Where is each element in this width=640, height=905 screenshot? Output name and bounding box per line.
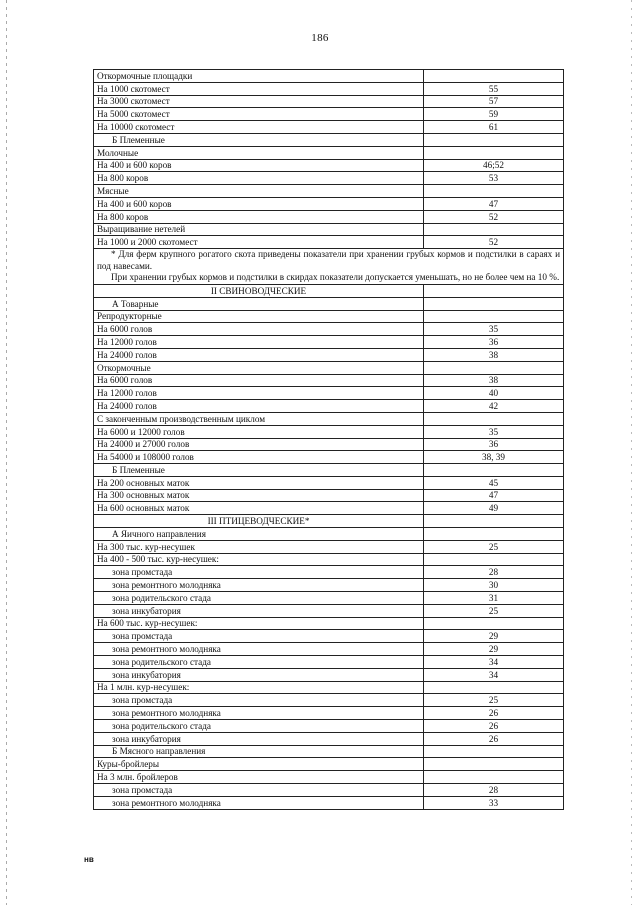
row-value: [424, 310, 564, 323]
table-row: [94, 336, 564, 349]
section-heading-row: [94, 284, 564, 297]
row-label: На 24000 голов: [94, 348, 424, 361]
table-row: [94, 476, 564, 489]
table-row: [94, 643, 564, 656]
row-label: На 800 коров: [94, 210, 424, 223]
row-value: [424, 70, 564, 83]
table-row: [94, 425, 564, 438]
table-row: [94, 707, 564, 720]
footer-mark: нв: [84, 855, 94, 864]
row-value: [424, 412, 564, 425]
norms-table: [93, 69, 564, 810]
section-heading-row: [94, 515, 564, 528]
row-value: 35: [424, 323, 564, 336]
row-value: 31: [424, 592, 564, 605]
row-value: 34: [424, 668, 564, 681]
row-label: зона промстада: [94, 566, 424, 579]
row-label: На 6000 и 12000 голов: [94, 425, 424, 438]
row-value: 35: [424, 425, 564, 438]
row-value: [424, 133, 564, 146]
row-value: [424, 745, 564, 758]
row-value: 40: [424, 387, 564, 400]
subgroup-label: А Товарные: [94, 297, 424, 310]
row-value: 34: [424, 656, 564, 669]
row-label: На 600 тыс. кур-несушек:: [94, 617, 424, 630]
row-value: 38: [424, 348, 564, 361]
row-label: зона промстада: [94, 630, 424, 643]
row-value: 57: [424, 95, 564, 108]
table-row: [94, 681, 564, 694]
table-row: [94, 451, 564, 464]
scan-edge-left: [6, 0, 7, 905]
table-row: [94, 297, 564, 310]
table-row: [94, 553, 564, 566]
table-row: [94, 489, 564, 502]
row-label: Откормочные: [94, 361, 424, 374]
row-value: [424, 361, 564, 374]
row-label: зона ремонтного молодняка: [94, 707, 424, 720]
row-value: [424, 185, 564, 198]
row-value: [424, 146, 564, 159]
row-label: На 400 и 600 коров: [94, 159, 424, 172]
row-value: [424, 528, 564, 541]
footnote-cell: [94, 249, 564, 285]
row-value: 25: [424, 604, 564, 617]
norms-table-body: [94, 70, 564, 810]
row-label: Репродукторные: [94, 310, 424, 323]
row-value: [424, 464, 564, 477]
row-value: [424, 223, 564, 236]
table-row: [94, 210, 564, 223]
table-row: [94, 133, 564, 146]
row-value: 36: [424, 438, 564, 451]
row-label: На 600 основных маток: [94, 502, 424, 515]
footnote-paragraph: При хранении грубых кормов и подстилки в скирдах показатели допускается уменьшать, но не более чем на 10 %.: [111, 272, 560, 283]
row-value: 38, 39: [424, 451, 564, 464]
page-number: 186: [311, 32, 329, 44]
row-label: Выращивание нетелей: [94, 223, 424, 236]
table-row: [94, 796, 564, 809]
subgroup-label: А Яичного направления: [94, 528, 424, 541]
table-row: [94, 592, 564, 605]
table-row: [94, 694, 564, 707]
footnote-paragraph: * Для ферм крупного рогатого скота приведены показатели при хранении грубых кормов и подстилки в сараях и под навесами.: [97, 249, 560, 271]
empty-value-cell: [424, 284, 564, 297]
table-row: [94, 400, 564, 413]
table-row: [94, 146, 564, 159]
row-label: Куры-бройлеры: [94, 758, 424, 771]
row-label: зона родительского стада: [94, 592, 424, 605]
row-label: На 1 млн. кур-несушек:: [94, 681, 424, 694]
table-row: [94, 566, 564, 579]
row-label: На 3 млн. бройлеров: [94, 771, 424, 784]
table-row: [94, 617, 564, 630]
table-row: [94, 70, 564, 83]
row-label: На 400 - 500 тыс. кур-несушек:: [94, 553, 424, 566]
row-value: 25: [424, 540, 564, 553]
table-row: [94, 95, 564, 108]
row-value: 52: [424, 236, 564, 249]
table-row: [94, 502, 564, 515]
row-label: На 24000 голов: [94, 400, 424, 413]
table-row: [94, 387, 564, 400]
table-row: [94, 323, 564, 336]
table-row: [94, 540, 564, 553]
row-value: 36: [424, 336, 564, 349]
table-row: [94, 668, 564, 681]
row-label: На 3000 скотомест: [94, 95, 424, 108]
row-label: Откормочные площадки: [94, 70, 424, 83]
row-value: [424, 771, 564, 784]
table-row: [94, 108, 564, 121]
row-value: 28: [424, 566, 564, 579]
row-label: На 10000 скотомест: [94, 121, 424, 134]
row-label: зона ремонтного молодняка: [94, 796, 424, 809]
table-row: [94, 348, 564, 361]
row-value: 33: [424, 796, 564, 809]
table-row: [94, 197, 564, 210]
subgroup-label: Б Мясного направления: [94, 745, 424, 758]
table-row: [94, 732, 564, 745]
table-row: [94, 745, 564, 758]
table-row: [94, 310, 564, 323]
table-row: [94, 528, 564, 541]
table-row: [94, 579, 564, 592]
row-value: [424, 297, 564, 310]
row-value: 26: [424, 720, 564, 733]
row-label: зона ремонтного молодняка: [94, 579, 424, 592]
row-label: На 12000 голов: [94, 387, 424, 400]
section-heading: II СВИНОВОДЧЕСКИЕ: [94, 284, 424, 297]
row-label: На 54000 и 108000 голов: [94, 451, 424, 464]
row-value: [424, 681, 564, 694]
row-value: 29: [424, 643, 564, 656]
row-label: зона родительского стада: [94, 656, 424, 669]
section-heading: III ПТИЦЕВОДЧЕСКИЕ*: [94, 515, 424, 528]
row-value: 47: [424, 197, 564, 210]
row-label: зона ремонтного молодняка: [94, 643, 424, 656]
subgroup-label: Б Племенные: [94, 464, 424, 477]
row-label: На 800 коров: [94, 172, 424, 185]
table-row: [94, 185, 564, 198]
row-label: зона инкубатория: [94, 668, 424, 681]
row-label: На 5000 скотомест: [94, 108, 424, 121]
row-label: На 200 основных маток: [94, 476, 424, 489]
row-value: 46;52: [424, 159, 564, 172]
row-value: 49: [424, 502, 564, 515]
row-label: зона инкубатория: [94, 604, 424, 617]
row-label: зона родительского стада: [94, 720, 424, 733]
table-row: [94, 374, 564, 387]
row-label: На 300 тыс. кур-несушек: [94, 540, 424, 553]
row-label: С законченным производственным циклом: [94, 412, 424, 425]
table-row: [94, 223, 564, 236]
row-value: 61: [424, 121, 564, 134]
row-label: На 6000 голов: [94, 374, 424, 387]
row-label: Молочные: [94, 146, 424, 159]
table-row: [94, 412, 564, 425]
row-label: зона промстада: [94, 694, 424, 707]
footnote-row: [94, 249, 564, 285]
row-value: 25: [424, 694, 564, 707]
row-value: 38: [424, 374, 564, 387]
empty-value-cell: [424, 515, 564, 528]
row-label: На 400 и 600 коров: [94, 197, 424, 210]
row-value: [424, 758, 564, 771]
table-row: [94, 361, 564, 374]
row-value: 52: [424, 210, 564, 223]
row-value: 26: [424, 732, 564, 745]
table-row: [94, 630, 564, 643]
row-value: 30: [424, 579, 564, 592]
row-value: 29: [424, 630, 564, 643]
row-label: Мясные: [94, 185, 424, 198]
row-value: 26: [424, 707, 564, 720]
row-value: 45: [424, 476, 564, 489]
table-row: [94, 604, 564, 617]
row-value: 53: [424, 172, 564, 185]
subgroup-label: Б Племенные: [94, 133, 424, 146]
row-label: На 6000 голов: [94, 323, 424, 336]
row-value: [424, 553, 564, 566]
table-row: [94, 172, 564, 185]
row-value: [424, 617, 564, 630]
scan-edge-right: [631, 0, 632, 905]
row-label: На 12000 голов: [94, 336, 424, 349]
row-value: 55: [424, 82, 564, 95]
table-row: [94, 464, 564, 477]
row-label: зона промстада: [94, 784, 424, 797]
row-value: 59: [424, 108, 564, 121]
table-row: [94, 159, 564, 172]
row-label: На 300 основных маток: [94, 489, 424, 502]
row-label: На 1000 скотомест: [94, 82, 424, 95]
table-row: [94, 758, 564, 771]
table-row: [94, 82, 564, 95]
row-label: зона инкубатория: [94, 732, 424, 745]
table-row: [94, 656, 564, 669]
table-row: [94, 720, 564, 733]
table-row: [94, 121, 564, 134]
row-value: 47: [424, 489, 564, 502]
table-row: [94, 438, 564, 451]
table-row: [94, 236, 564, 249]
row-label: На 24000 и 27000 голов: [94, 438, 424, 451]
row-value: 42: [424, 400, 564, 413]
row-value: 28: [424, 784, 564, 797]
table-row: [94, 784, 564, 797]
row-label: На 1000 и 2000 скотомест: [94, 236, 424, 249]
table-row: [94, 771, 564, 784]
